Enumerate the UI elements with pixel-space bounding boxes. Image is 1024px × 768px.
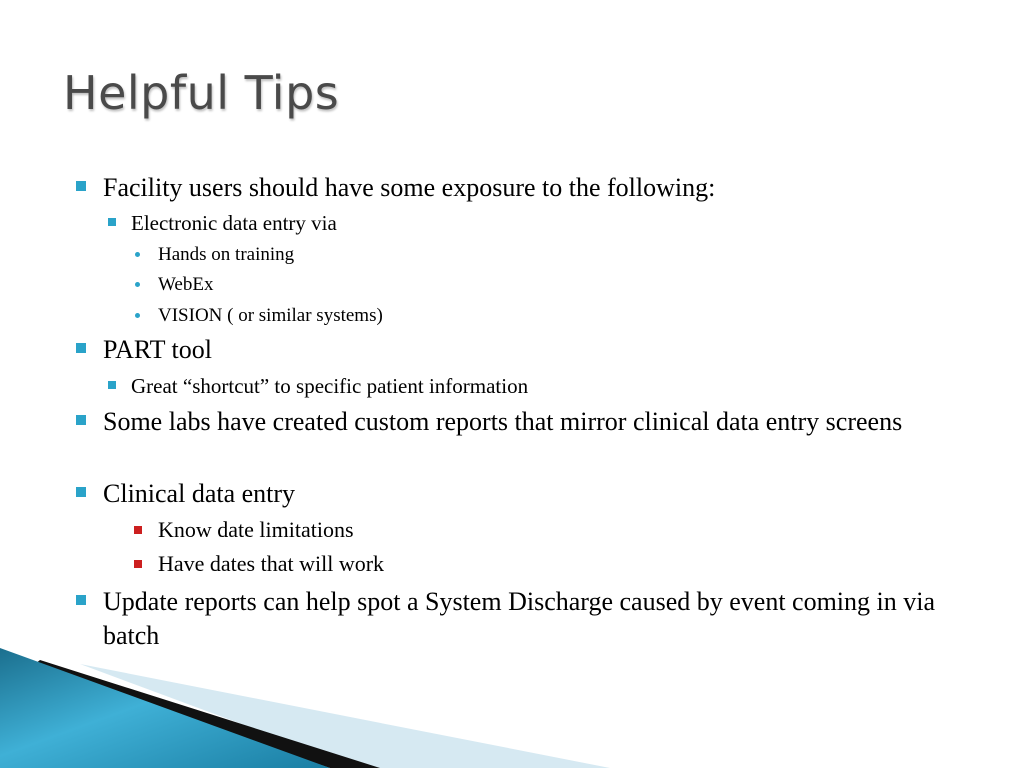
bullet-item: Update reports can help spot a System Discharge caused by event coming in via batch [103,587,936,650]
sub-sub-bullet-item: Hands on training [158,244,295,265]
bullet-item: PART tool [103,335,212,364]
sub-bullet-item: Great “shortcut” to specific patient information [131,374,529,398]
sub-sub-bullet-item: WebEx [158,274,214,295]
sub-bullet-item: Have dates that will work [158,551,385,576]
sub-bullet-item: Electronic data entry via [131,211,337,235]
bullet-item: Facility users should have some exposure to the following: [103,173,716,202]
slide-title: Helpful Tips [63,66,340,120]
sub-bullet-item: Know date limitations [158,517,354,542]
sub-sub-bullet-item: VISION ( or similar systems) [158,305,383,326]
bullet-item: Some labs have created custom reports that mirror clinical data entry screens [103,407,903,436]
bullet-item: Clinical data entry [103,479,296,508]
